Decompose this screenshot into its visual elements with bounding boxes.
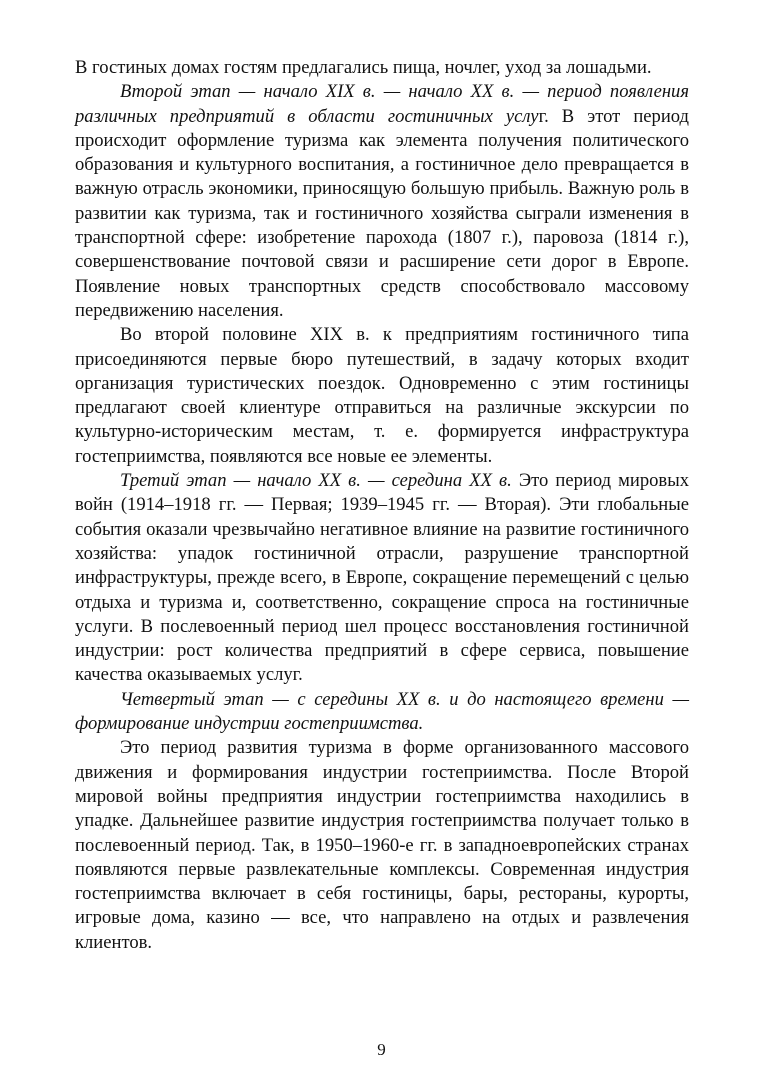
stage-3-heading: Третий этап — начало XX в. — середина XX в. — [120, 470, 512, 492]
paragraph-3: Во второй половине XIX в. к предприятиям гостиничного типа присоединяются первые бюро путешествий, в задачу которых входит организация туристических поездок. Одновременно с этим гостиницы предлагают своей клиентуре отправиться на различные экскурсии по культурно-историческим местам, т. е. формируется инфраструктура гостеприимства, появляются все новые ее элементы. — [75, 324, 689, 467]
paragraph-2-text: г. В этот период происходит оформление туризма как элемента получения политического образования и культурного воспитания, а гостиничное дело превращается в важную отрасль экономики, приносящую большую прибыль. Важную роль в развитии как туризма, так и гостиничного хозяйства сыграли изменения в транспортной сфере: изобретение парохода (1807 г.), паровоза (1814 г.), совершенствование почтовой связи и расширение сети дорог в Европе. Появление новых транспортных средств способствовало массовому передвижению населения. — [75, 105, 689, 321]
paragraph-2 — [75, 80, 689, 323]
page-number: 9 — [377, 1040, 386, 1059]
page-body — [75, 56, 689, 955]
paragraph-1: В гостиных домах гостям предлагались пища, ночлег, уход за лошадьми. — [75, 57, 652, 78]
paragraph-4-text: Это период мировых войн (1914–1918 гг. — Первая; 1939–1945 гг. — Вторая). Эти глобальные события оказали чрезвычайно негативное влияние на развитие гостиничного хозяйства: упадок гостиничной отрасли, разрушение транспортной инфраструктуры, прежде всего, в Европе, сокращение перемещений с целью отдыха и туризма и, соответственно, сокращение спроса на гостиничные услуги. В послевоенный период шел процесс восстановления гостиничной индустрии: рост количества предприятий в сфере сервиса, повышение качества оказываемых услуг. — [75, 470, 690, 686]
paragraph-6: Это период развития туризма в форме организованного массового движения и формирования индустрии гостеприимства. После Второй мировой войны предприятия индустрии гостеприимства находились в упадке. Дальнейшее развитие индустрия гостеприимства получает только в послевоенный период. Так, в 1950–1960-е гг. в западноевропейских странах появляются первые развлекательные комплексы. Современная индустрия гостеприимства включает в себя гостиницы, бары, рестораны, курорты, игровые дома, казино — все, что направлено на отдых и развлечения клиентов. — [75, 737, 689, 953]
stage-4-heading: Четвертый этап — с середины XX в. и до настоящего времени — формирование индустрии гостеприимства. — [75, 688, 689, 735]
stage-2-heading: Второй этап — начало XIX в. — начало XX в. — период появления различных предприятий в области гостиничных услу — [75, 81, 689, 127]
paragraph-4 — [75, 469, 689, 688]
